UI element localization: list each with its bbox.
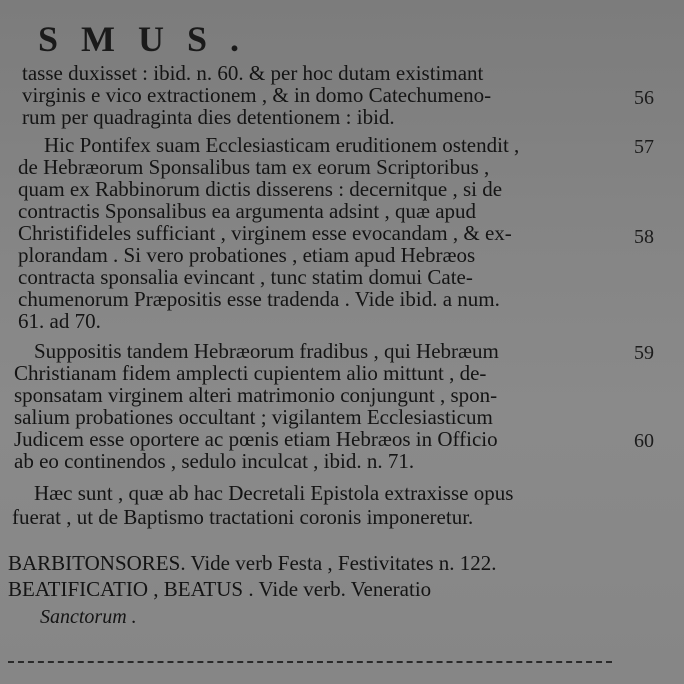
text-line: de Hebræorum Sponsalibus tam ex eorum Scriptoribus , bbox=[18, 155, 490, 179]
index-entry: BEATIFICATIO , BEATUS . Vide verb. Veneratio bbox=[8, 577, 432, 601]
text-line: chumenorum Præpositis esse tradenda . Vide ibid. a num. bbox=[18, 287, 500, 311]
text-line: sponsatam virginem alteri matrimonio conjungunt , spon- bbox=[14, 383, 498, 407]
margin-number: 58 bbox=[634, 226, 654, 248]
text-line: fuerat , ut de Baptismo tractationi coronis imponeretur. bbox=[12, 505, 474, 529]
text-line: Christianam fidem amplecti cupientem alio mittunt , de- bbox=[14, 361, 487, 385]
text-line: plorandam . Si vero probationes , etiam apud Hebræos bbox=[18, 243, 476, 267]
text-line: contractis Sponsalibus ea argumenta adsint , quæ apud bbox=[18, 199, 477, 223]
text-line: tasse duxisset : ibid. n. 60. & per hoc dutam existimant bbox=[22, 61, 484, 85]
margin-number: 57 bbox=[634, 136, 654, 158]
index-entry: BARBITONSORES. Vide verb Festa , Festivitates n. 122. bbox=[8, 551, 497, 575]
text-line: Christifideles sufficiant , virginem esse evocandam , & ex- bbox=[18, 221, 512, 245]
text-line: Hæc sunt , quæ ab hac Decretali Epistola extraxisse opus bbox=[34, 481, 514, 505]
footer-rule bbox=[8, 661, 612, 663]
margin-number: 60 bbox=[634, 430, 654, 452]
text-line: Suppositis tandem Hebræorum fradibus , qui Hebræum bbox=[34, 339, 499, 363]
text-line: Judicem esse oportere ac pœnis etiam Hebræos in Officio bbox=[14, 427, 498, 451]
margin-number: 59 bbox=[634, 342, 654, 364]
margin-number: 56 bbox=[634, 87, 654, 109]
text-line: Hic Pontifex suam Ecclesiasticam eruditionem ostendit , bbox=[44, 133, 520, 157]
text-line: quam ex Rabbinorum dictis disserens : decernitque , si de bbox=[18, 177, 503, 201]
running-header: SMUS. bbox=[38, 19, 263, 59]
text-line: salium probationes occultant ; vigilantem Ecclesiasticum bbox=[14, 405, 493, 429]
text-line: virginis e vico extractionem , & in domo Catechumeno- bbox=[22, 83, 492, 107]
index-entry: Sanctorum . bbox=[40, 606, 137, 628]
text-line: rum per quadraginta dies detentionem : ibid. bbox=[22, 105, 395, 129]
text-line: 61. ad 70. bbox=[18, 309, 101, 333]
text-line: ab eo continendos , sedulo inculcat , ibid. n. 71. bbox=[14, 449, 415, 473]
text-line: contracta sponsalia evincant , tunc statim domui Cate- bbox=[18, 265, 473, 289]
